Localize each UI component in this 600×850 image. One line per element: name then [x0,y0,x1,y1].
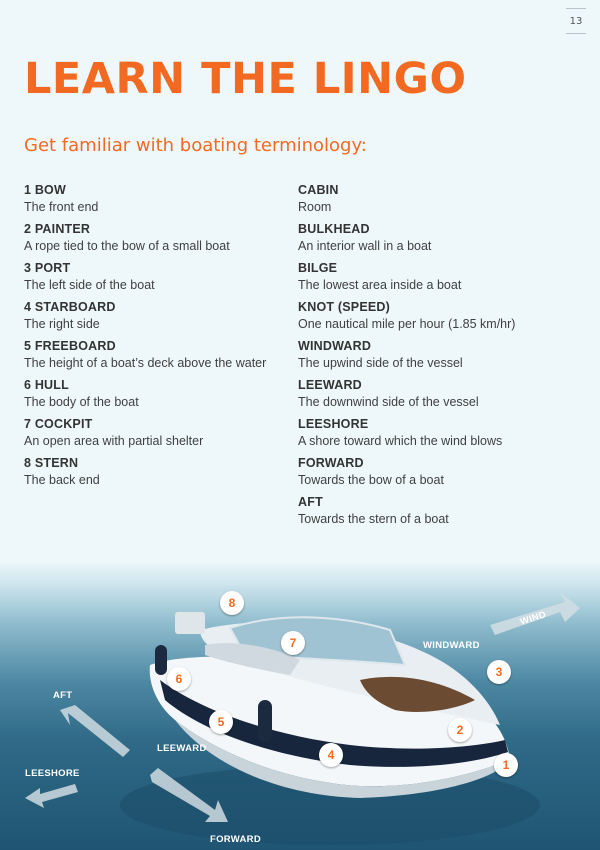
page-number-rule-top [566,8,586,9]
term-windward [298,338,588,377]
term-name: 4 STARBOARD [24,300,116,314]
term-definition: An interior wall in a boat [298,239,432,253]
fender-mid [258,700,272,742]
term-hull [24,377,294,416]
badge-hull: 6 [167,667,191,691]
term-definition: A rope tied to the bow of a small boat [24,239,230,253]
term-name: KNOT (SPEED) [298,300,390,314]
term-name: LEEWARD [298,378,362,392]
label-leeshore: LEESHORE [25,768,80,779]
term-name: 7 COCKPIT [24,417,93,431]
term-forward [298,455,588,494]
term-definition: The back end [24,473,100,487]
term-leeward [298,377,588,416]
term-definition: An open area with partial shelter [24,434,204,448]
leeshore-arrow [25,784,78,808]
term-name: 1 BOW [24,183,66,197]
boat-illustration [0,560,600,850]
term-definition: The left side of the boat [24,278,155,292]
page-title: LEARN THE LINGO [24,54,467,104]
term-cabin [298,182,588,221]
label-forward: FORWARD [210,834,262,845]
term-definition: Towards the bow of a boat [298,473,444,487]
term-bilge [298,260,588,299]
term-definition: Towards the stern of a boat [298,512,449,526]
term-starboard [24,299,294,338]
term-name: BULKHEAD [298,222,370,236]
term-knot [298,299,588,338]
page-number: 13 [569,16,583,27]
term-name: AFT [298,495,323,509]
label-leeward: LEEWARD [157,743,207,754]
term-name: LEESHORE [298,417,369,431]
term-painter [24,221,294,260]
label-wind: WIND [518,609,548,628]
term-name: WINDWARD [298,339,372,353]
term-name: 6 HULL [24,378,69,392]
terms-column-right [298,182,588,533]
badge-bow: 1 [494,753,518,777]
aft-arrow [60,705,130,757]
term-bow [24,182,294,221]
term-definition: A shore toward which the wind blows [298,434,503,448]
page-number-rule-bottom [566,33,586,34]
term-name: CABIN [298,183,339,197]
term-definition: The downwind side of the vessel [298,395,479,409]
fender-rear [155,645,167,675]
page-subtitle: Get familiar with boating terminology: [24,135,367,156]
term-port [24,260,294,299]
term-aft [298,494,588,533]
terms-column-left [24,182,294,494]
badge-cockpit: 7 [281,631,305,655]
label-aft: AFT [53,690,73,701]
term-name: 3 PORT [24,261,71,275]
term-stern [24,455,294,494]
term-freeboard [24,338,294,377]
term-definition: The right side [24,317,100,331]
term-name: FORWARD [298,456,364,470]
term-definition: Room [298,200,332,214]
badge-stern: 8 [220,591,244,615]
term-definition: The upwind side of the vessel [298,356,463,370]
term-definition: The front end [24,200,99,214]
badge-painter: 2 [448,718,472,742]
term-cockpit [24,416,294,455]
term-definition: The body of the boat [24,395,139,409]
term-name: BILGE [298,261,338,275]
term-leeshore [298,416,588,455]
boat-graphic [0,560,600,850]
term-definition: The lowest area inside a boat [298,278,462,292]
term-definition: One nautical mile per hour (1.85 km/hr) [298,317,516,331]
badge-port: 3 [487,660,511,684]
stern-engine [175,612,205,634]
term-name: 2 PAINTER [24,222,91,236]
term-name: 5 FREEBOARD [24,339,116,353]
term-name: 8 STERN [24,456,79,470]
badge-freeboard: 5 [209,710,233,734]
term-bulkhead [298,221,588,260]
label-windward: WINDWARD [423,640,480,651]
term-definition: The height of a boat’s deck above the water [24,356,267,370]
badge-starboard: 4 [319,743,343,767]
